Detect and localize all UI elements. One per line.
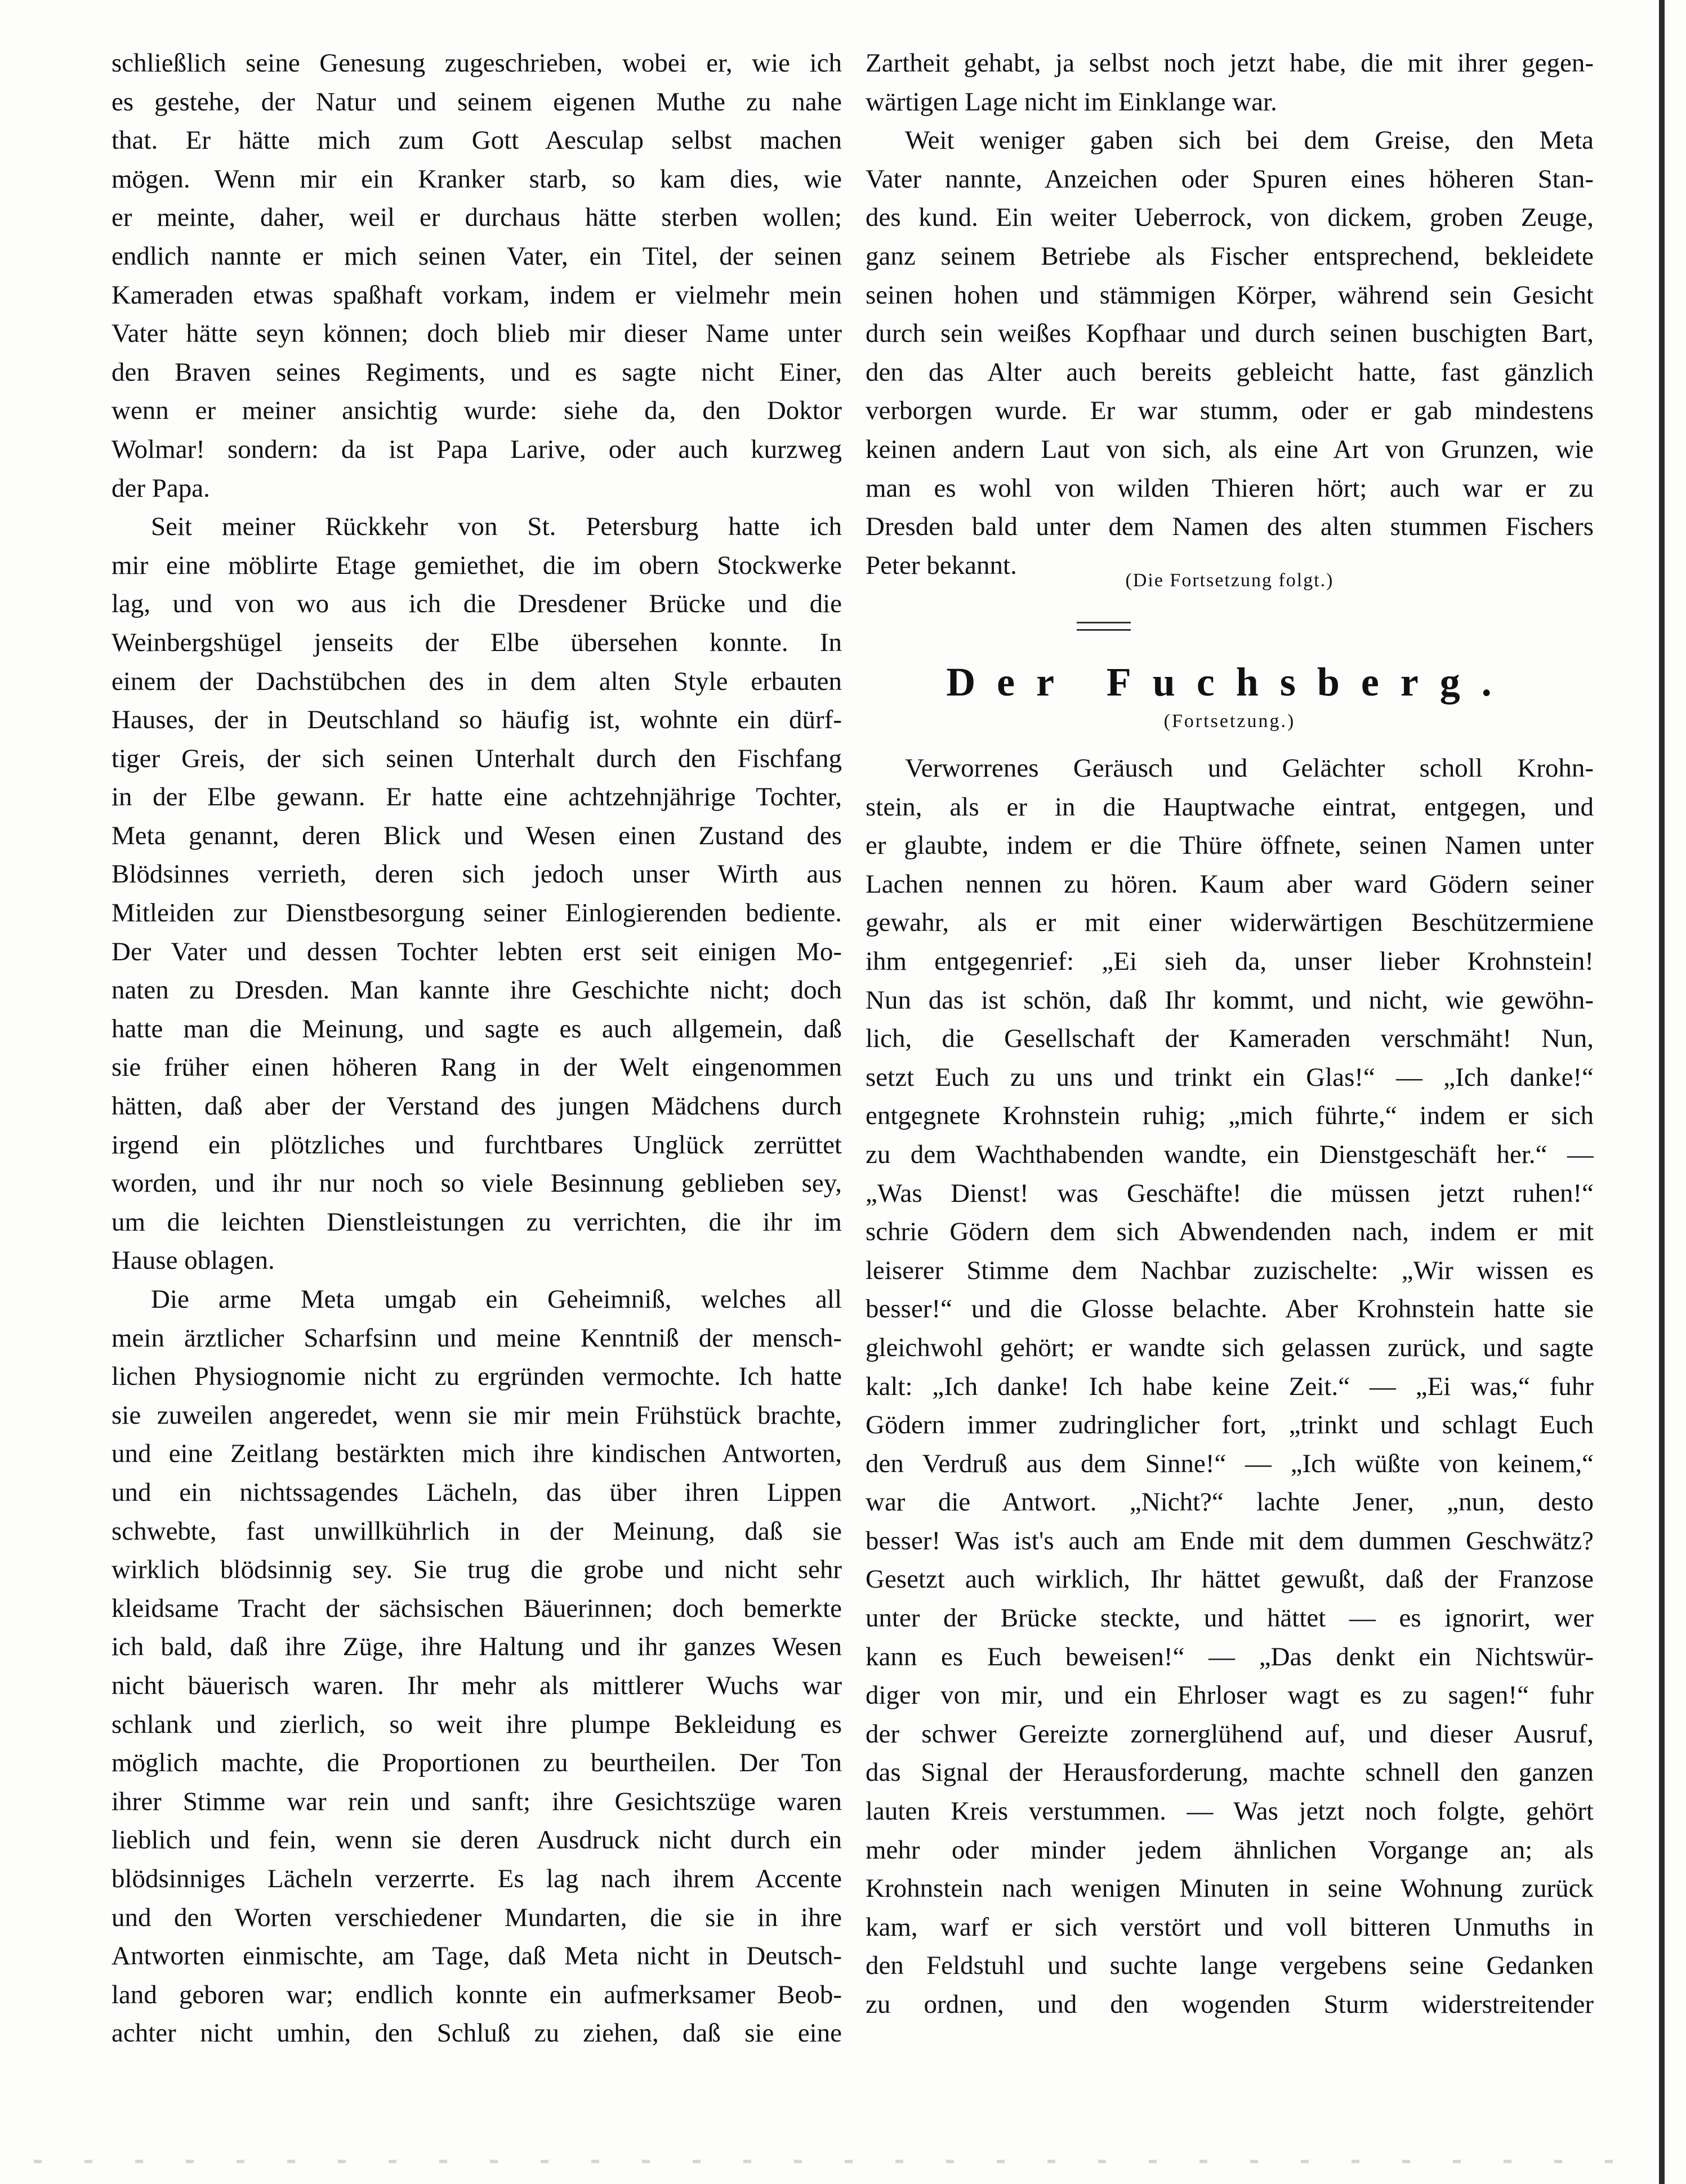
page-edge-border <box>1659 0 1665 2184</box>
text-line: durch sein weißes Kopfhaar und durch seinen buschigten Bart, <box>866 319 1594 349</box>
text-line: und eine Zeitlang bestärkten mich ihre kindischen Antworten, <box>111 1439 842 1469</box>
text-line: wenn er meiner ansichtig wurde: siehe da, den Doktor <box>111 396 842 426</box>
text-line: entgegnete Krohnstein ruhig; „mich führte,“ indem er sich <box>866 1101 1594 1131</box>
text-line: seinen hohen und stämmigen Körper, während sein Gesicht <box>866 280 1594 310</box>
text-line: möglich machte, die Proportionen zu beurtheilen. Der Ton <box>111 1748 842 1778</box>
text-line: gewahr, als er mit einer widerwärtigen Beschützermiene <box>866 908 1594 938</box>
text-line: sie zuweilen angeredet, wenn sie mir mein Frühstück brachte, <box>111 1400 842 1430</box>
text-line: gleichwohl gehört; er wandte sich gelassen zurück, und sagte <box>866 1332 1594 1362</box>
text-line: Zartheit gehabt, ja selbst noch jetzt habe, die mit ihrer gegen- <box>866 48 1594 78</box>
text-line: mehr oder minder jedem ähnlichen Vorgange an; als <box>866 1835 1594 1865</box>
text-line: endlich nannte er mich seinen Vater, ein Titel, der seinen <box>111 241 842 271</box>
text-line: lichen Physiognomie nicht zu ergründen vermochte. Ich hatte <box>111 1362 842 1392</box>
text-line: und ein nichtssagendes Lächeln, das über ihren Lippen <box>111 1477 842 1507</box>
text-line: wirklich blödsinnig sey. Sie trug die grobe und nicht sehr <box>111 1555 842 1585</box>
text-line: kann es Euch beweisen!“ — „Das denkt ein Nichtswür- <box>866 1642 1594 1672</box>
text-line: that. Er hätte mich zum Gott Aesculap selbst machen <box>111 126 842 155</box>
text-line: unter der Brücke steckte, und hättet — es ignorirt, wer <box>866 1603 1594 1633</box>
text-line: es gestehe, der Natur und seinem eigenen Muthe zu nahe <box>111 87 842 117</box>
text-line: er meinte, daher, weil er durchaus hätte sterben wollen; <box>111 203 842 233</box>
text-line: setzt Euch zu uns und trinkt ein Glas!“ — „Ich danke!“ <box>866 1062 1594 1092</box>
text-line: mögen. Wenn mir ein Kranker starb, so kam dies, wie <box>111 164 842 194</box>
text-line: naten zu Dresden. Man kannte ihre Geschichte nicht; doch <box>111 975 842 1005</box>
text-line: wärtigen Lage nicht im Einklange war. <box>866 87 1277 117</box>
text-line: tiger Greis, der sich seinen Unterhalt durch den Fischfang <box>111 743 842 773</box>
text-line: in der Elbe gewann. Er hatte eine achtzehnjährige Tochter, <box>111 782 842 812</box>
text-line: Mitleiden zur Dienstbesorgung seiner Einlogierenden bediente. <box>111 898 842 928</box>
text-line: ganz seinem Betriebe als Fischer entsprechend, bekleidete <box>866 241 1594 271</box>
text-line: sie früher einen höheren Rang in der Welt eingenommen <box>111 1053 842 1082</box>
text-line: hätten, daß aber der Verstand des jungen Mädchens durch <box>111 1091 842 1121</box>
text-line: land geboren war; endlich konnte ein aufmerksamer Beob- <box>111 1980 842 2009</box>
text-line: kalt: „Ich danke! Ich habe keine Zeit.“ — „Ei was,“ fuhr <box>866 1371 1594 1401</box>
text-line: Kameraden etwas spaßhaft vorkam, indem er vielmehr mein <box>111 280 842 310</box>
text-line: stein, als er in die Hauptwache eintrat, entgegen, und <box>866 792 1594 822</box>
story-title: Der Fuchsberg. <box>946 659 1513 705</box>
text-line: irgend ein plötzliches und furchtbares Unglück zerrüttet <box>111 1130 842 1160</box>
text-line: verborgen wurde. Er war stumm, oder er gab mindestens <box>866 396 1594 426</box>
text-line: der Papa. <box>111 473 210 503</box>
text-line: schwebte, fast unwillkührlich in der Meinung, daß sie <box>111 1516 842 1546</box>
text-line: Verworrenes Geräusch und Gelächter scholl Krohn- <box>905 754 1594 783</box>
text-line: Weit weniger gaben sich bei dem Greise, den Meta <box>905 126 1594 155</box>
text-line: keinen andern Laut von sich, als eine Art von Grunzen, wie <box>866 434 1594 464</box>
text-line: mein ärztlicher Scharfsinn und meine Kenntniß der mensch- <box>111 1323 842 1353</box>
story-subtitle: (Fortsetzung.) <box>1163 711 1296 732</box>
text-line: Krohnstein nach wenigen Minuten in seine Wohnung zurück <box>866 1874 1594 1904</box>
text-line: er glaubte, indem er die Thüre öffnete, seinen Namen unter <box>866 831 1594 861</box>
section-divider <box>1077 622 1131 631</box>
text-line: lieblich und fein, wenn sie deren Ausdruck nicht durch ein <box>111 1825 842 1855</box>
text-line: diger von mir, und ein Ehrloser wagt es zu sagen!“ fuhr <box>866 1681 1594 1710</box>
text-line: worden, und ihr nur noch so viele Besinnung geblieben sey, <box>111 1169 842 1198</box>
text-line: den Verdruß aus dem Sinne!“ — „Ich wüßte von keinem,“ <box>866 1448 1594 1478</box>
text-line: Wolmar! sondern: da ist Papa Larive, oder auch kurzweg <box>111 434 842 464</box>
text-line: Hauses, der in Deutschland so häufig ist, wohnte ein dürf- <box>111 705 842 735</box>
text-line: hatte man die Meinung, und sagte es auch allgemein, daß <box>111 1014 842 1044</box>
text-line: schließlich seine Genesung zugeschrieben, wobei er, wie ich <box>111 48 842 78</box>
text-line: den Feldstuhl und suchte lange vergebens seine Gedanken <box>866 1951 1594 1981</box>
text-line: lag, und von wo aus ich die Dresdener Brücke und die <box>111 589 842 619</box>
text-line: Hause oblagen. <box>111 1246 275 1276</box>
text-line: achter nicht umhin, den Schluß zu ziehen, daß sie eine <box>111 2018 842 2048</box>
continuation-note: (Die Fortsetzung folgt.) <box>1125 570 1334 591</box>
text-line: den das Alter auch bereits gebleicht hatte, fast gänzlich <box>866 357 1594 387</box>
text-line: Gödern immer zudringlicher fort, „trinkt und schlagt Euch <box>866 1410 1594 1440</box>
text-line: des kund. Ein weiter Ueberrock, von dickem, groben Zeuge, <box>866 203 1594 233</box>
text-line: zu dem Wachthabenden wandte, ein Dienstgeschäft her.“ — <box>866 1139 1594 1169</box>
text-line: „Was Dienst! was Geschäfte! die müssen jetzt ruhen!“ <box>866 1178 1594 1208</box>
text-line: Der Vater und dessen Tochter lebten erst seit einigen Mo- <box>111 937 842 966</box>
text-line: Nun das ist schön, daß Ihr kommt, und nicht, wie gewöhn- <box>866 985 1594 1015</box>
text-line: man es wohl von wilden Thieren hört; auch war er zu <box>866 473 1594 503</box>
right-column-story <box>866 749 1594 2024</box>
text-line: der schwer Gereizte zornerglühend auf, und dieser Ausruf, <box>866 1719 1594 1749</box>
text-line: ich bald, daß ihre Züge, ihre Haltung und ihr ganzes Wesen <box>111 1632 842 1662</box>
text-line: schrie Gödern dem sich Abwendenden nach, indem er mit <box>866 1217 1594 1247</box>
text-line: schlank und zierlich, so weit ihre plumpe Bekleidung es <box>111 1709 842 1739</box>
text-line: leiserer Stimme dem Nachbar zuzischelte: „Wir wissen es <box>866 1255 1594 1285</box>
text-line: war die Antwort. „Nicht?“ lachte Jener, „nun, desto <box>866 1487 1594 1517</box>
text-line: zu ordnen, und den wogenden Sturm widerstreitender <box>866 1990 1594 2019</box>
left-column <box>111 44 842 2053</box>
text-line: blödsinniges Lächeln verzerrte. Es lag nach ihrem Accente <box>111 1864 842 1893</box>
text-line: kam, warf er sich verstört und voll bitteren Unmuths in <box>866 1912 1594 1942</box>
text-line: Seit meiner Rückkehr von St. Petersburg hatte ich <box>151 512 842 542</box>
text-line: Lachen nennen zu hören. Kaum aber ward Gödern seiner <box>866 869 1594 899</box>
text-line: nicht bäuerisch waren. Ihr mehr als mittlerer Wuchs war <box>111 1670 842 1700</box>
text-line: Blödsinnes verrieth, deren sich jedoch unser Wirth aus <box>111 859 842 889</box>
text-line: mir eine möblirte Etage gemiethet, die im obern Stockwerke <box>111 550 842 580</box>
text-line: Peter bekannt. <box>866 550 1017 580</box>
text-line: das Signal der Herausforderung, machte schnell den ganzen <box>866 1758 1594 1788</box>
text-line: ihrer Stimme war rein und sanft; ihre Gesichtszüge waren <box>111 1786 842 1816</box>
text-line: Vater hätte seyn können; doch blieb mir dieser Name unter <box>111 319 842 349</box>
text-line: besser!“ und die Glosse belachte. Aber Krohnstein hatte sie <box>866 1294 1594 1324</box>
text-line: und den Worten verschiedener Mundarten, die sie in ihre <box>111 1902 842 1932</box>
text-line: Meta genannt, deren Blick und Wesen einen Zustand des <box>111 821 842 850</box>
right-column-continuation <box>866 44 1594 585</box>
text-line: kleidsame Tracht der sächsischen Bäuerinnen; doch bemerkte <box>111 1593 842 1623</box>
text-line: ihm entgegenrief: „Ei sieh da, unser lieber Krohnstein! <box>866 946 1594 976</box>
text-line: um die leichten Dienstleistungen zu verrichten, die ihr im <box>111 1207 842 1237</box>
text-line: Antworten einmischte, am Tage, daß Meta nicht in Deutsch- <box>111 1941 842 1971</box>
text-line: einem der Dachstübchen des in dem alten Style erbauten <box>111 666 842 696</box>
text-line: Dresden bald unter dem Namen des alten stummen Fischers <box>866 512 1594 542</box>
text-line: Weinbergshügel jenseits der Elbe übersehen konnte. In <box>111 627 842 657</box>
text-line: lich, die Gesellschaft der Kameraden verschmäht! Nun, <box>866 1024 1594 1054</box>
text-line: den Braven seines Regiments, und es sagte nicht Einer, <box>111 357 842 387</box>
text-line: lauten Kreis verstummen. — Was jetzt noch folgte, gehört <box>866 1797 1594 1826</box>
text-line: Gesetzt auch wirklich, Ihr hättet gewußt, daß der Franzose <box>866 1565 1594 1594</box>
text-line: Die arme Meta umgab ein Geheimniß, welches all <box>151 1285 842 1314</box>
text-line: Vater nannte, Anzeichen oder Spuren eines höheren Stan- <box>866 164 1594 194</box>
scan-bottom-marks <box>34 2160 1639 2163</box>
text-line: besser! Was ist's auch am Ende mit dem dummen Geschwätz? <box>866 1526 1594 1555</box>
